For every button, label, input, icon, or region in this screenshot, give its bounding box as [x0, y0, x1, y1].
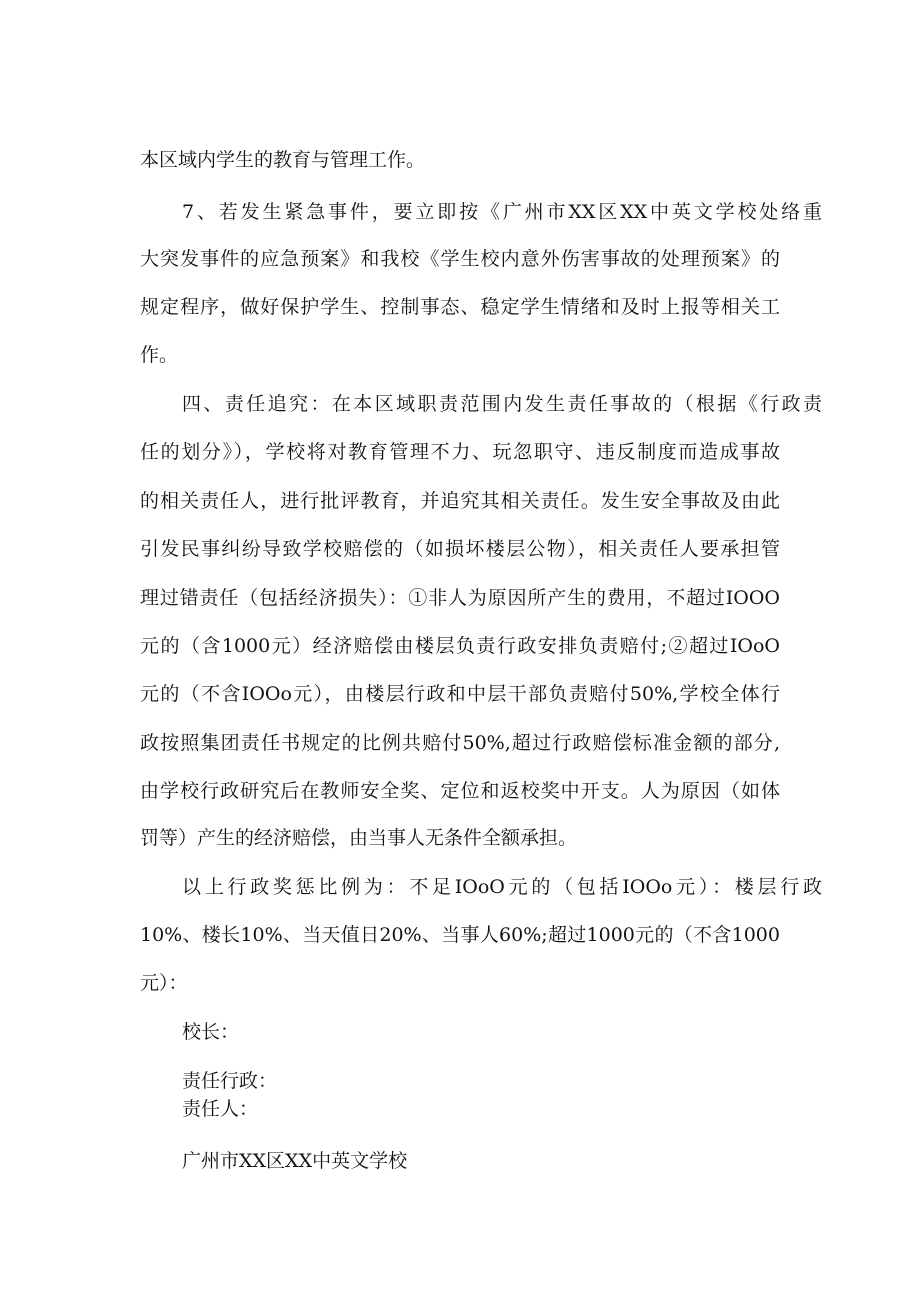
paragraph-line: 规定程序，做好保护学生、控制事态、稳定学生情绪和及时上报等相关工: [140, 296, 780, 318]
paragraph-line: 元的（不含IOOo元），由楼层行政和中层干部负责赔付50%,学校全体行: [140, 683, 780, 705]
paragraph-line: 大突发事件的应急预案》和我校《学生校内意外伤害事故的处理预案》的: [140, 248, 780, 270]
paragraph-line: 7、若发生紧急事件，要立即按《广州市XX区XX中英文学校处络重: [182, 201, 822, 223]
paragraph-line: 由学校行政研究后在教师安全奖、定位和返校奖中开支。人为原因（如体: [140, 780, 780, 802]
paragraph-line: 本区域内学生的教育与管理工作。: [140, 149, 426, 171]
paragraph-line: 任的划分》），学校将对教育管理不力、玩忽职守、违反制度而造成事故: [140, 441, 780, 463]
paragraph-line: 罚等）产生的经济赔偿，由当事人无条件全额承担。: [140, 827, 578, 849]
paragraph-line: 四、责任追究：在本区域职责范围内发生责任事故的（根据《行政责: [182, 393, 822, 415]
paragraph-line: 引发民事纠纷导致学校赔偿的（如损坏楼层公物），相关责任人要承担管: [140, 538, 780, 560]
paragraph-line: 理过错责任（包括经济损失）：①非人为原因所产生的费用，不超过IOOO: [140, 587, 780, 609]
paragraph-line: 以上行政奖惩比例为：不足IOoO元的（包括IOOo元）：楼层行政: [182, 876, 822, 898]
signature-person: 责任人：: [182, 1098, 259, 1120]
paragraph-line: 的相关责任人，进行批评教育，并追究其相关责任。发生安全事故及由此: [140, 490, 780, 512]
paragraph-line: 元）：: [140, 972, 188, 994]
paragraph-line: 政按照集团责任书规定的比例共赔付50%,超过行政赔偿标准金额的部分,: [140, 732, 780, 754]
signature-admin: 责任行政：: [182, 1070, 278, 1092]
paragraph-line: 元的（含1000元）经济赔偿由楼层负责行政安排负责赔付;②超过IOoO: [140, 635, 780, 657]
school-name: 广州市XX区XX中英文学校: [182, 1150, 408, 1172]
paragraph-line: 作。: [140, 344, 179, 366]
paragraph-line: 10%、楼长10%、当天值日20%、当事人60%;超过1000元的（不含1000: [140, 924, 780, 946]
signature-principal: 校长：: [182, 1021, 240, 1043]
